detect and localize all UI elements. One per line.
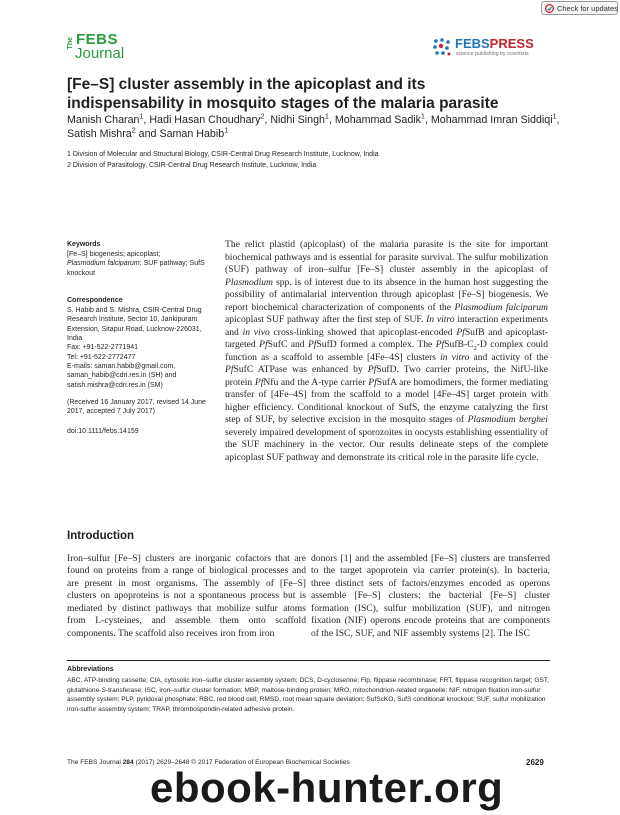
author: Mohammad Sadik$^1$ xyxy=(334,113,425,126)
logo-febs: FEBS xyxy=(76,31,119,48)
author: Manish Charan$^1$ xyxy=(67,113,144,126)
introduction-column-1: Iron–sulfur [Fe–S] clusters are inorganic cofactors that are found on proteins from a range of biological processes and are present in most organisms. The assembly of [Fe–S] clusters on apoproteins is not a spontaneous process but is mediated by distinct pathways that mobilize sulfur atoms from L-cysteines, and assemble them onto scaffold components. The scaffold also receives iron from iron xyxy=(67,553,306,639)
author: Satish Mishra$^2$ xyxy=(67,127,136,140)
article-title: [Fe–S] cluster assembly in the apicoplast and its indispensability in mosquito stages of the malaria parasite xyxy=(67,76,499,112)
correspondence-heading: Correspondence xyxy=(67,297,123,304)
check-updates-icon xyxy=(545,4,554,13)
abbreviations-text: ABC, ATP-binding cassette; CIA, cytosolic iron–sulfur cluster assembly system; DCS, D-cycloserine; Flp, flippase recombinase; FRT, flippase recognition target; GST, glutathione-S-transferase; ISC, iron–sulfur cluster formation; MBP, maltose-binding protein; MRO, mitochondrion-related organelle; NIF, nitrogen fixation iron-sulfur assembly system; PLP, pyridoxal phosphate; RBC, red blood cell; RMSD, root mean square deviation; SufScKO, SufS conditional knockout; SUF, sulfur mobilization iron-sulfur assembly system; TRAP, thrombospondin-related adhesive protein. xyxy=(67,677,550,713)
abbreviations-heading: Abbreviations xyxy=(67,666,114,673)
page-number: 2629 xyxy=(526,758,544,767)
febs-press-logo xyxy=(432,36,544,60)
affiliation-2: 2 Division of Parasitology, CSIR-Central Drug Research Institute, Lucknow, India xyxy=(67,162,317,169)
keywords-text: [Fe–S] biogenesis; apicoplast; Plasmodium falciparum; SUF pathway; SufS knockout xyxy=(67,251,205,277)
febs-journal-logo xyxy=(67,31,137,62)
abstract: The relict plastid (apicoplast) of the malaria parasite is the site for important biochemical pathways and is essential for parasite survival. The sulfur mobilization (SUF) pathway of iron–sulfur [Fe–S] cluster assembly in the apicoplast of Plasmodium spp. is of interest due to its absence in the human host suggesting the possibility of antimalarial intervention through apicoplast [Fe–S] biogenesis. We report biochemical characterization of components of the Plasmodium falciparum apicoplast SUF pathway after the first step of SUF. In vitro interaction experiments and in vivo cross-linking showed that apicoplast-encoded PfSufB and apicoplast-targeted PfSufC and PfSufD formed a complex. The PfSufB-$C_2-D$ complex could function as a scaffold to assemble [4Fe–4S] clusters in vitro and activity of the PfSufC ATPase was enhanced by PfSufD. Two carrier proteins, the NifU-like protein PfNfu and the A-type carrier PfSufA are homodimers, the former mediating transfer of [4Fe–4S] from the scaffold to a model [4Fe–4S] target protein with higher efficiency. Conditional knockout of SufS, the enzyme catalyzing the first step of SUF, by selective excision in the mosquito stages of Plasmodium berghei severely impaired development of sporozoites in oocysts establishing essentiality of the SUF machinery in the vector. Our results delineate steps of the complete apicoplast SUF pathway and demonstrate its critical role in the parasite life cycle. xyxy=(225,239,548,463)
logo-journal: Journal xyxy=(75,45,125,62)
check-for-updates-button[interactable] xyxy=(541,1,618,15)
affiliation-1: 1 Division of Molecular and Structural Biology, CSIR-Central Drug Research Institute, Lucknow, India xyxy=(67,151,379,158)
check-for-updates-label: Check for updates xyxy=(557,4,618,13)
febs-press-dots-icon xyxy=(432,37,452,57)
correspondence-text: S. Habib and S. Mishra, CSIR-Central Drug Research Institute, Sector 10, Jankipuram Extension, Sitapur Road, Lucknow-226031, India Fax: +91-522-2771941 Tel: +91-522-2772477 E-mails: saman.habib@gmail.com, saman_habib@cdri.res.in (SH) and satish.mishra@cdri.res.in (SM) xyxy=(67,307,202,389)
doi: doi:10.1111/febs.14159 xyxy=(67,428,139,435)
keywords-heading: Keywords xyxy=(67,241,101,248)
author-list: Manish Charan$^1$, Hadi Hasan Choudhary$^2$, Nidhi Singh$^1$, Mohammad Sadik$^1$, Mohammad Imran Siddiqi$^1$, Satish Mishra$^2$ and Saman Habib$^1$ xyxy=(67,113,560,140)
received-dates: (Received 16 January 2017, revised 14 June 2017, accepted 7 July 2017) xyxy=(67,399,206,416)
author: Mohammad Imran Siddiqi$^1$ xyxy=(430,113,557,126)
introduction-heading: Introduction xyxy=(67,530,135,542)
abbreviations-divider xyxy=(67,660,550,661)
press-wordmark: FEBSPRESS xyxy=(455,36,534,51)
introduction-column-2: donors [1] and the assembled [Fe–S] clusters are transferred to the target apoprotein via carrier protein(s). In bacteria, three distinct sets of factors/enzymes encoded as operons assemble [Fe–S] clusters; the bacterial [Fe–S] cluster formation (ISC), sulfur mobilization (SUF), and nitrogen fixation (NIF) operons encode proteins that are components of the ISC, SUF, and NIF assembly systems [2]. The ISC xyxy=(311,553,550,639)
author: Nidhi Singh$^1$ xyxy=(270,113,329,126)
logo-the: The xyxy=(67,37,74,50)
press-tagline: science publishing by scientists xyxy=(456,51,529,57)
watermark: ebook-hunter.org xyxy=(150,764,504,811)
author: Saman Habib$^1$ xyxy=(159,127,229,140)
author: Hadi Hasan Choudhary$^2$ xyxy=(149,113,265,126)
footer-citation: The FEBS Journal 284 (2017) 2629–2648 © 2017 Federation of European Biochemical Societies xyxy=(67,759,350,766)
